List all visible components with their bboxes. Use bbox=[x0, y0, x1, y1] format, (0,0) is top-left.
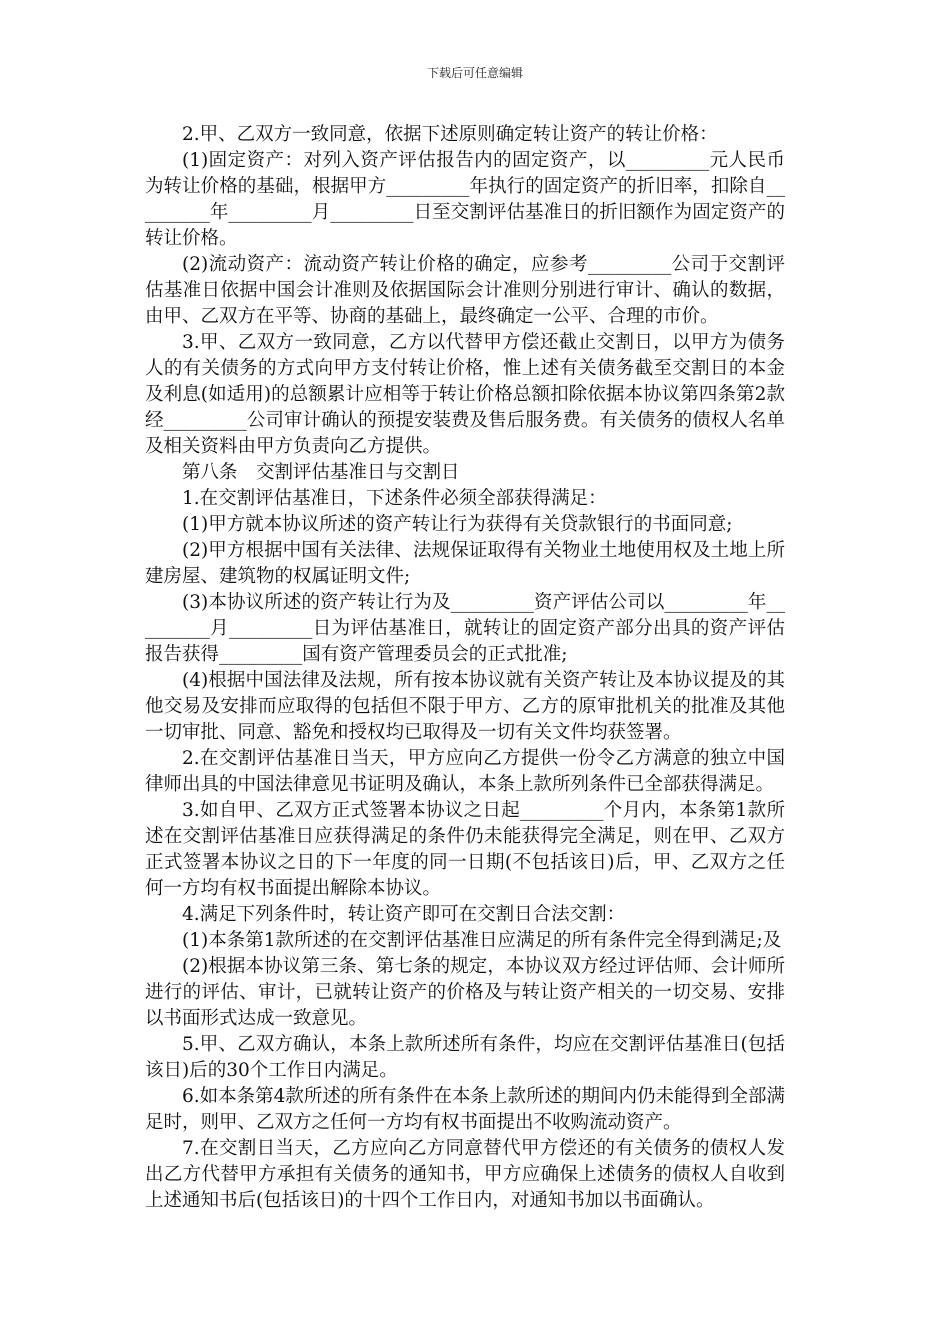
paragraph: 5.甲、乙双方确认，本条上款所述所有条件，均应在交割评估基准日(包括该日)后的30个工作日内满足。 bbox=[145, 1034, 785, 1081]
paragraph: (2)甲方根据中国有关法律、法规保证取得有关物业土地使用权及土地上所建房屋、建筑物的权属证明文件; bbox=[145, 540, 785, 587]
paragraph: (1)甲方就本协议所述的资产转让行为获得有关贷款银行的书面同意; bbox=[182, 514, 733, 535]
document-body bbox=[145, 122, 785, 1214]
paragraph: 4.满足下列条件时，转让资产即可在交割日合法交割： bbox=[182, 904, 626, 925]
paragraph: 7.在交割日当天，乙方应向乙方同意替代甲方偿还的有关债务的债权人发出乙方代替甲方承担有关债务的通知书，甲方应确保上述债务的债权人自收到上述通知书后(包括该日)的十四个工作日内，对通知书加以书面确认。 bbox=[145, 1138, 785, 1211]
paragraph: 2.甲、乙双方一致同意，依据下述原则确定转让资产的转让价格： bbox=[182, 124, 718, 145]
paragraph: 6.如本条第4款所述的所有条件在本条上款所述的期间内仍未能得到全部满足时，则甲、乙双方之任何一方均有权书面提出不收购流动资产。 bbox=[145, 1086, 785, 1133]
paragraph: (2)根据本协议第三条、第七条的规定，本协议双方经过评估师、会计师所进行的评估、审计，已就转让资产的价格及与转让资产相关的一切交易、安排以书面形式达成一致意见。 bbox=[145, 956, 785, 1029]
paragraph: (3)本协议所述的资产转让行为及_________资产评估公司以_________年_________月_________日为评估基准日，就转让的固定资产部分出具的资产评估报告获得_________国有资产管理委员会的正式批准; bbox=[145, 592, 785, 665]
section-heading: 第八条 交割评估基准日与交割日 bbox=[182, 462, 460, 483]
paragraph: 3.如自甲、乙双方正式签署本协议之日起_________个月内，本条第1款所述在交割评估基准日应获得满足的条件仍未能获得完全满足，则在甲、乙双方正式签署本协议之日的下一年度的同一日期(不包括该日)后，甲、乙双方之任何一方均有权书面提出解除本协议。 bbox=[145, 800, 785, 899]
paragraph: 3.甲、乙双方一致同意，乙方以代替甲方偿还截止交割日，以甲方为债务人的有关债务的方式向甲方支付转让价格，惟上述有关债务截至交割日的本金及利息(如适用)的总额累计应相等于转让价格总额扣除依据本协议第四条第2款经_________公司审计确认的预提安装费及售后服务费。有关债务的债权人名单及相关资料由甲方负责向乙方提供。 bbox=[145, 332, 785, 457]
paragraph: (1)固定资产：对列入资产评估报告内的固定资产，以_________元人民币为转让价格的基础，根据甲方_________年执行的固定资产的折旧率，扣除自_________年_________月_________日至交割评估基准日的折旧额作为固定资产的转让价格。 bbox=[145, 150, 785, 249]
paragraph: (2)流动资产：流动资产转让价格的确定，应参考_________公司于交割评估基准日依据中国会计准则及依据国际会计准则分别进行审计、确认的数据，由甲、乙双方在平等、协商的基础上，最终确定一公平、合理的市价。 bbox=[145, 254, 785, 327]
page-header: 下载后可任意编辑 bbox=[426, 66, 523, 80]
paragraph: (1)本条第1款所述的在交割评估基准日应满足的所有条件完全得到满足;及 bbox=[182, 930, 782, 951]
paragraph: 1.在交割评估基准日，下述条件必须全部获得满足： bbox=[182, 488, 607, 509]
paragraph: 2.在交割评估基准日当天，甲方应向乙方提供一份令乙方满意的独立中国律师出具的中国法律意见书证明及确认，本条上款所列条件已全部获得满足。 bbox=[145, 748, 785, 795]
paragraph: (4)根据中国法律及法规，所有按本协议就有关资产转让及本协议提及的其他交易及安排而应取得的包括但不限于甲方、乙方的原审批机关的批准及其他一切审批、同意、豁免和授权均已取得及一切有关文件均获签署。 bbox=[145, 670, 785, 743]
